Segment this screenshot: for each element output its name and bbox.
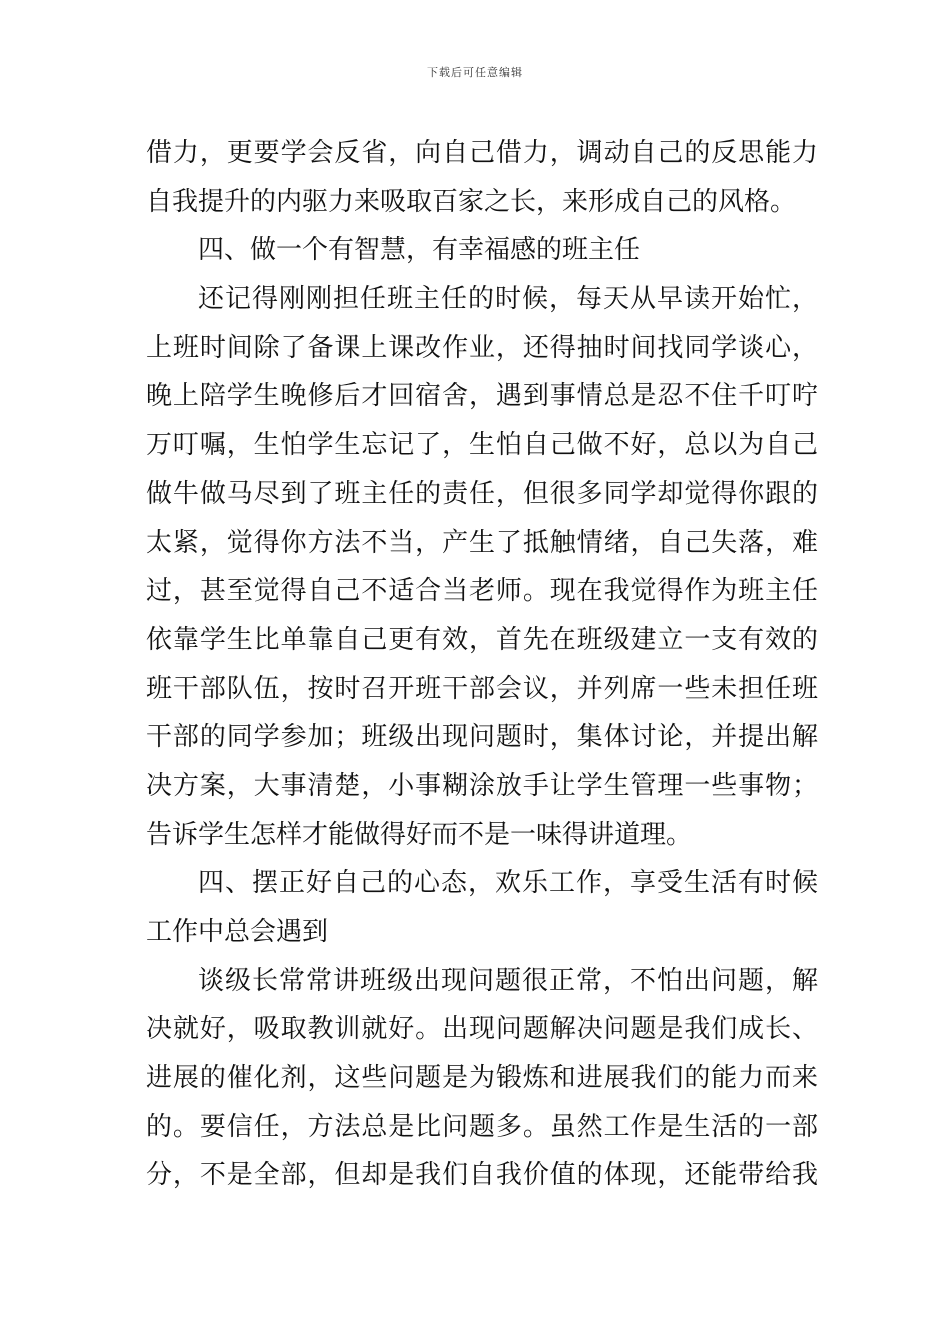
text-line: 告诉学生怎样才能做得好而不是一味得讲道理。 — [146, 819, 693, 850]
text-line: 晚上陪学生晚修后才回宿舍，遇到事情总是忍不住千叮咛 — [146, 381, 818, 412]
text-line: 的。要信任，方法总是比问题多。虽然工作是生活的一部 — [146, 1111, 818, 1142]
text-line: 做牛做马尽到了班主任的责任，但很多同学却觉得你跟的 — [146, 478, 818, 509]
text-line: 过，甚至觉得自己不适合当老师。现在我觉得作为班主任 — [146, 576, 818, 607]
text-line: 谈级长常常讲班级出现问题很正常，不怕出问题，解 — [198, 965, 818, 996]
text-line: 万叮嘱，生怕学生忘记了，生怕自己做不好，总以为自己 — [146, 430, 818, 461]
document-body — [146, 129, 818, 1200]
text-line: 依靠学生比单靠自己更有效，首先在班级建立一支有效的 — [146, 624, 818, 655]
text-line: 干部的同学参加；班级出现问题时，集体讨论，并提出解 — [146, 722, 818, 753]
section-heading: 四、摆正好自己的心态，欢乐工作，享受生活有时候 — [198, 868, 818, 899]
text-line: 借力，更要学会反省，向自己借力，调动自己的反思能力 — [146, 138, 818, 168]
text-line: 太紧，觉得你方法不当，产生了抵触情绪，自己失落，难 — [146, 527, 818, 558]
text-line: 进展的催化剂，这些问题是为锻炼和进展我们的能力而来 — [146, 1063, 818, 1094]
text-line: 班干部队伍，按时召开班干部会议，并列席一些未担任班 — [146, 673, 818, 704]
text-line: 工作中总会遇到 — [146, 917, 329, 947]
page-header: 下载后可任意编辑 — [427, 66, 523, 79]
section-heading: 四、做一个有智慧，有幸福感的班主任 — [198, 235, 641, 266]
text-line: 还记得刚刚担任班主任的时候，每天从早读开始忙， — [198, 284, 818, 315]
text-line: 决就好，吸取教训就好。出现问题解决问题是我们成长、 — [146, 1014, 818, 1045]
text-line: 分，不是全部，但却是我们自我价值的体现，还能带给我 — [146, 1160, 818, 1191]
text-line: 上班时间除了备课上课改作业，还得抽时间找同学谈心， — [146, 332, 818, 363]
text-line: 自我提升的内驱力来吸取百家之长，来形成自己的风格。 — [146, 186, 797, 217]
text-line: 决方案，大事清楚，小事糊涂放手让学生管理一些事物； — [146, 770, 818, 801]
